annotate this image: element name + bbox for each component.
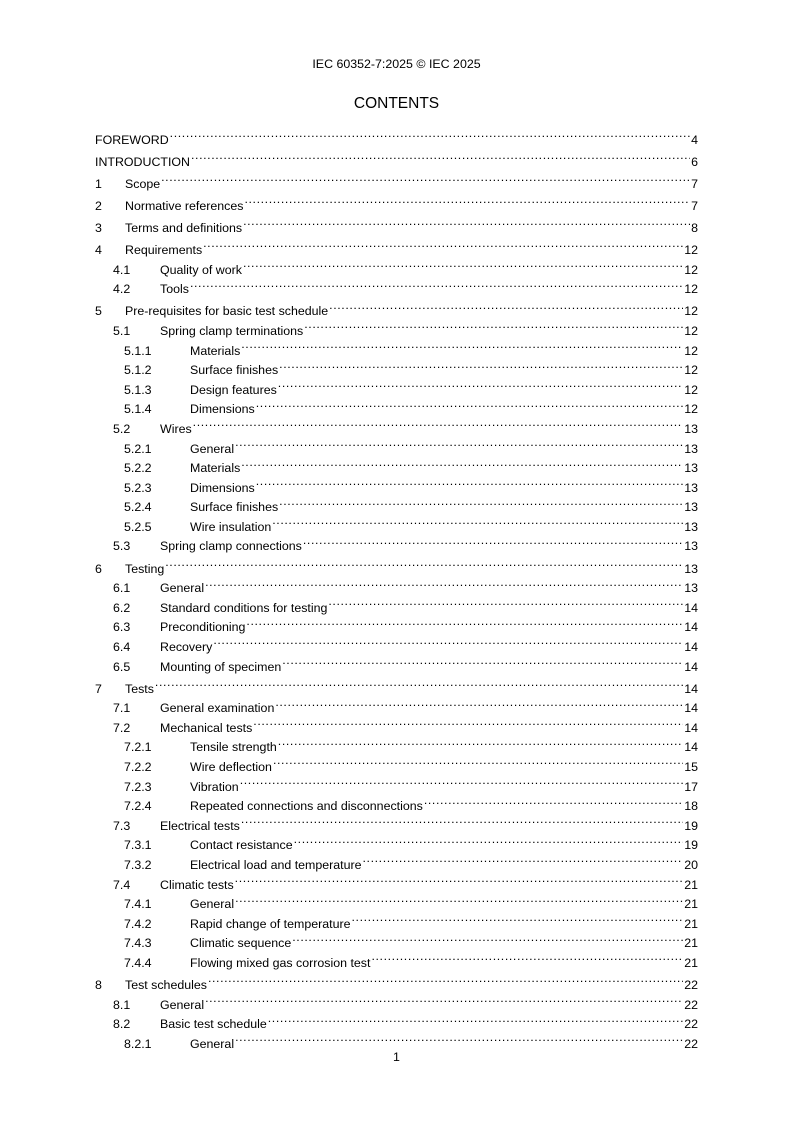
- toc-entry[interactable]: [95, 1009, 698, 1032]
- toc-entry-number: 4: [95, 243, 102, 258]
- toc-entry-page: 21: [684, 877, 698, 892]
- toc-entry-page: 22: [684, 997, 698, 1012]
- dot-leader: [282, 651, 683, 671]
- toc-entry-label: Wires: [160, 421, 192, 436]
- dot-leader: [208, 969, 683, 989]
- toc-entry[interactable]: [95, 374, 698, 397]
- toc-entry[interactable]: [95, 592, 698, 615]
- dot-leader: [279, 355, 683, 375]
- toc-entry-label: Quality of work: [160, 262, 242, 277]
- toc-entry-number: 4.2: [113, 282, 131, 297]
- dot-leader: [329, 296, 683, 316]
- dot-leader: [165, 553, 683, 573]
- toc-entry[interactable]: [95, 810, 698, 833]
- toc-entry-label: Requirements: [125, 243, 203, 258]
- toc-entry-label: Mounting of specimen: [160, 659, 282, 674]
- toc-entry-page: 12: [684, 323, 698, 338]
- dot-leader: [424, 791, 683, 811]
- toc-entry-number: 5.2.3: [124, 480, 152, 495]
- toc-entry-number: 7.2.4: [124, 799, 152, 814]
- toc-entry-page: 19: [684, 818, 698, 833]
- toc-entry-page: 13: [684, 421, 698, 436]
- toc-entry-page: 14: [684, 720, 698, 735]
- dot-leader: [241, 335, 683, 355]
- dot-leader: [235, 889, 683, 909]
- toc-entry-label: Recovery: [160, 639, 213, 654]
- dot-leader: [205, 989, 683, 1009]
- dot-leader: [328, 592, 683, 612]
- toc-entry-number: 5: [95, 304, 102, 319]
- toc-entry-number: 7.1: [113, 701, 131, 716]
- dot-leader: [243, 254, 683, 274]
- toc-entry-label: Surface finishes: [190, 500, 279, 515]
- dot-leader: [161, 168, 690, 188]
- toc-entry-label: Climatic sequence: [190, 936, 292, 951]
- toc-entry[interactable]: [95, 492, 698, 515]
- toc-entry[interactable]: [95, 511, 698, 534]
- dot-leader: [278, 374, 683, 394]
- toc-entry-label: General: [190, 441, 235, 456]
- toc-entry-number: 7.3: [113, 818, 131, 833]
- toc-entry-number: 7.4.1: [124, 897, 152, 912]
- toc-entry-label: General: [190, 1036, 235, 1051]
- toc-entry-label: Spring clamp terminations: [160, 323, 304, 338]
- dot-leader: [241, 810, 683, 830]
- toc-entry-number: 7.3.1: [124, 838, 152, 853]
- toc-entry-label: Normative references: [125, 198, 244, 213]
- toc-entry[interactable]: [95, 771, 698, 794]
- toc-entry-page: 8: [691, 220, 698, 235]
- dot-leader: [190, 274, 683, 294]
- toc-entry[interactable]: [95, 212, 698, 235]
- toc-entry-page: 12: [684, 304, 698, 319]
- toc-entry[interactable]: [95, 830, 698, 853]
- toc-entry-page: 21: [684, 916, 698, 931]
- dot-leader: [213, 631, 683, 651]
- toc-entry-label: Preconditioning: [160, 620, 246, 635]
- toc-entry-page: 14: [684, 659, 698, 674]
- toc-entry[interactable]: [95, 869, 698, 892]
- toc-entry[interactable]: [95, 453, 698, 476]
- toc-entry-label: General: [160, 581, 205, 596]
- dot-leader: [235, 869, 684, 889]
- dot-leader: [241, 453, 683, 473]
- toc-entry-label: INTRODUCTION: [95, 154, 190, 169]
- toc-entry-page: 13: [684, 441, 698, 456]
- toc-entry[interactable]: [95, 712, 698, 735]
- toc-entry[interactable]: [95, 573, 698, 596]
- toc-entry[interactable]: [95, 168, 698, 191]
- toc-entry-label: General: [190, 897, 235, 912]
- toc-entry-page: 14: [684, 740, 698, 755]
- toc-entry-page: 17: [684, 779, 698, 794]
- toc-entry[interactable]: [95, 1028, 698, 1051]
- dot-leader: [268, 1009, 683, 1029]
- toc-entry-number: 5.1.4: [124, 402, 152, 417]
- toc-entry[interactable]: [95, 394, 698, 417]
- dot-leader: [205, 573, 683, 593]
- toc-entry-label: Materials: [190, 461, 241, 476]
- toc-entry[interactable]: [95, 751, 698, 774]
- table-of-contents: [95, 124, 698, 1051]
- toc-entry-page: 14: [684, 600, 698, 615]
- toc-entry-label: Testing: [125, 561, 165, 576]
- toc-entry-page: 14: [684, 681, 698, 696]
- toc-entry[interactable]: [95, 531, 698, 554]
- toc-entry-number: 6.4: [113, 639, 131, 654]
- toc-entry-label: Spring clamp connections: [160, 539, 302, 554]
- toc-entry-number: 7.4.4: [124, 955, 152, 970]
- dot-leader: [203, 234, 683, 254]
- toc-entry-number: 6.2: [113, 600, 131, 615]
- dot-leader: [235, 1028, 683, 1048]
- toc-entry-page: 7: [691, 198, 698, 213]
- toc-entry-page: 7: [691, 176, 698, 191]
- toc-entry[interactable]: [95, 651, 698, 674]
- dot-leader: [243, 212, 690, 232]
- toc-entry-number: 5.1.1: [124, 343, 152, 358]
- dot-leader: [363, 849, 684, 869]
- toc-entry-number: 7.2.1: [124, 740, 152, 755]
- dot-leader: [272, 511, 683, 531]
- toc-entry-page: 12: [684, 363, 698, 378]
- dot-leader: [193, 413, 684, 433]
- toc-entry[interactable]: [95, 146, 698, 169]
- toc-entry[interactable]: [95, 254, 698, 277]
- toc-entry-label: Standard conditions for testing: [160, 600, 328, 615]
- toc-entry-number: 6.5: [113, 659, 131, 674]
- toc-entry[interactable]: [95, 315, 698, 338]
- toc-entry-label: General examination: [160, 701, 275, 716]
- toc-entry[interactable]: [95, 553, 698, 576]
- toc-entry-number: 7.3.2: [124, 857, 152, 872]
- toc-entry-number: 5.2.2: [124, 461, 152, 476]
- dot-leader: [352, 908, 684, 928]
- toc-entry-page: 13: [684, 519, 698, 534]
- toc-entry-number: 5.2.5: [124, 519, 152, 534]
- toc-entry-page: 13: [684, 581, 698, 596]
- toc-entry-page: 13: [684, 500, 698, 515]
- page-number: 1: [393, 1050, 400, 1064]
- toc-entry[interactable]: [95, 355, 698, 378]
- toc-entry-page: 6: [691, 154, 698, 169]
- dot-leader: [304, 315, 683, 335]
- toc-entry-label: Contact resistance: [190, 838, 293, 853]
- toc-entry-number: 5.1.3: [124, 382, 152, 397]
- toc-entry-number: 3: [95, 220, 102, 235]
- dot-leader: [244, 190, 690, 210]
- dot-leader: [155, 673, 683, 693]
- toc-entry-page: 13: [684, 480, 698, 495]
- toc-entry-page: 22: [684, 1017, 698, 1032]
- toc-entry[interactable]: [95, 969, 698, 993]
- dot-leader: [240, 771, 684, 791]
- toc-entry-page: 22: [684, 978, 698, 993]
- toc-entry-label: Wire deflection: [190, 760, 272, 774]
- toc-entry-number: 4.1: [113, 262, 131, 277]
- toc-entry-number: 5.1: [113, 323, 131, 338]
- toc-entry-number: 7.2.2: [124, 760, 152, 774]
- toc-entry[interactable]: [95, 335, 698, 358]
- dot-leader: [246, 612, 683, 632]
- toc-entry-label: Wire insulation: [190, 519, 272, 534]
- toc-entry-number: 6.1: [113, 581, 131, 596]
- toc-entry-number: 7.4.2: [124, 916, 152, 931]
- toc-entry-label: Dimensions: [190, 402, 255, 417]
- toc-entry-label: Surface finishes: [190, 363, 279, 378]
- dot-leader: [256, 472, 683, 492]
- toc-entry-label: Test schedules: [125, 978, 207, 993]
- toc-entry[interactable]: [95, 433, 698, 456]
- toc-entry-number: 2: [95, 198, 102, 213]
- toc-entry-page: 12: [684, 402, 698, 417]
- toc-entry-label: Dimensions: [190, 480, 255, 495]
- toc-entry-label: General: [160, 997, 205, 1012]
- toc-entry-label: Materials: [190, 343, 241, 358]
- toc-entry-label: Repeated connections and disconnections: [190, 799, 423, 814]
- toc-entry-page: 12: [684, 382, 698, 397]
- dot-leader: [253, 712, 683, 732]
- toc-entry-page: 12: [684, 262, 698, 277]
- dot-leader: [371, 947, 683, 967]
- toc-entry[interactable]: [95, 849, 698, 872]
- toc-entry-label: FOREWORD: [95, 132, 169, 147]
- toc-entry-page: 13: [684, 461, 698, 476]
- dot-leader: [278, 732, 683, 752]
- toc-entry-label: Flowing mixed gas corrosion test: [190, 955, 371, 970]
- dot-leader: [279, 492, 683, 512]
- toc-entry[interactable]: [95, 908, 698, 931]
- toc-entry-page: 14: [684, 639, 698, 654]
- toc-entry[interactable]: [95, 947, 698, 970]
- dot-leader: [191, 146, 690, 166]
- toc-entry[interactable]: [95, 472, 698, 495]
- toc-entry-label: Basic test schedule: [160, 1017, 267, 1032]
- toc-entry-label: Terms and definitions: [125, 220, 243, 235]
- toc-entry-label: Mechanical tests: [160, 720, 253, 735]
- toc-entry[interactable]: [95, 989, 698, 1012]
- dot-leader: [273, 751, 683, 771]
- dot-leader: [303, 531, 683, 551]
- toc-entry-label: Electrical tests: [160, 818, 240, 833]
- toc-entry[interactable]: [95, 296, 698, 319]
- toc-entry[interactable]: [95, 190, 698, 213]
- toc-entry[interactable]: [95, 274, 698, 297]
- toc-entry-number: 7.2.3: [124, 779, 152, 794]
- toc-entry-number: 7.4.3: [124, 936, 152, 951]
- dot-leader: [170, 124, 690, 144]
- toc-entry-page: 22: [684, 1036, 698, 1051]
- toc-entry-label: Tests: [125, 681, 154, 696]
- toc-entry-label: Pre-requisites for basic test schedule: [125, 304, 329, 319]
- toc-entry-page: 21: [684, 955, 698, 970]
- toc-entry[interactable]: [95, 791, 698, 814]
- document-header: IEC 60352-7:2025 © IEC 2025: [312, 57, 481, 71]
- toc-entry-number: 8: [95, 978, 102, 993]
- toc-entry-page: 4: [691, 132, 698, 147]
- dot-leader: [235, 433, 683, 453]
- toc-entry-page: 14: [684, 620, 698, 635]
- toc-entry-page: 13: [684, 539, 698, 554]
- toc-entry-page: 13: [684, 561, 698, 576]
- toc-entry-page: 20: [684, 857, 698, 872]
- toc-entry-label: Tensile strength: [190, 740, 277, 755]
- toc-entry-number: 8.2: [113, 1017, 131, 1032]
- toc-entry-page: 19: [684, 838, 698, 853]
- toc-entry-number: 1: [95, 176, 102, 191]
- toc-entry[interactable]: [95, 928, 698, 951]
- toc-entry-label: Climatic tests: [160, 877, 234, 892]
- toc-entry-number: 5.2.1: [124, 441, 152, 456]
- toc-entry-number: 6.3: [113, 620, 131, 635]
- toc-entry-number: 5.3: [113, 539, 131, 554]
- dot-leader: [256, 394, 683, 414]
- toc-entry-number: 7.4: [113, 877, 131, 892]
- toc-entry[interactable]: [95, 693, 698, 716]
- toc-entry-number: 6: [95, 561, 102, 576]
- toc-entry[interactable]: [95, 631, 698, 654]
- toc-entry-page: 21: [684, 936, 698, 951]
- toc-entry[interactable]: [95, 889, 698, 912]
- contents-title: CONTENTS: [353, 95, 440, 112]
- toc-entry-page: 12: [684, 343, 698, 358]
- toc-entry[interactable]: [95, 673, 698, 696]
- toc-entry-number: 5.2: [113, 421, 131, 436]
- toc-entry-label: Scope: [125, 176, 161, 191]
- toc-entry-label: Design features: [190, 382, 277, 397]
- toc-entry[interactable]: [95, 124, 698, 147]
- toc-entry-page: 15: [684, 760, 698, 774]
- toc-entry-number: 7: [95, 681, 102, 696]
- toc-entry-page: 14: [684, 701, 698, 716]
- toc-entry-page: 12: [684, 243, 698, 258]
- toc-entry[interactable]: [95, 234, 698, 258]
- toc-entry-label: Electrical load and temperature: [190, 857, 362, 872]
- toc-entry-number: 8.1: [113, 997, 131, 1012]
- toc-entry-number: 7.2: [113, 720, 131, 735]
- toc-entry-label: Vibration: [190, 779, 239, 794]
- toc-entry-number: 5.1.2: [124, 363, 152, 378]
- dot-leader: [292, 928, 683, 948]
- toc-entry-label: Tools: [160, 282, 189, 297]
- dot-leader: [294, 830, 684, 850]
- toc-entry[interactable]: [95, 612, 698, 635]
- toc-entry-page: 21: [684, 897, 698, 912]
- toc-entry-label: Rapid change of temperature: [190, 916, 351, 931]
- toc-entry[interactable]: [95, 413, 698, 436]
- toc-entry[interactable]: [95, 732, 698, 755]
- toc-entry-number: 8.2.1: [124, 1036, 152, 1051]
- toc-entry-page: 12: [684, 282, 698, 297]
- dot-leader: [275, 693, 683, 713]
- toc-entry-page: 18: [684, 799, 698, 814]
- toc-entry-number: 5.2.4: [124, 500, 152, 515]
